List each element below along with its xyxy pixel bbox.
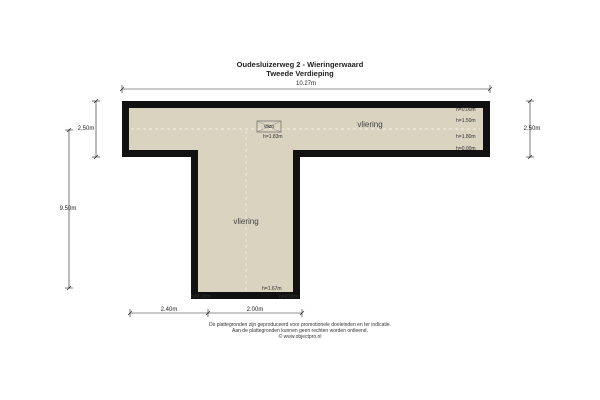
dimension-bottom-stem-label: 2.00m bbox=[246, 307, 264, 313]
dimension-total-width-label: 10.27m bbox=[295, 81, 317, 87]
dimension-total-height-label: 9.50m bbox=[59, 206, 77, 212]
room-label-stem: vliering bbox=[233, 217, 259, 226]
footer-disclaimer-2: Aan de plattegronden kunnen geen rechten worden ontleend. bbox=[232, 328, 368, 334]
height-stem-bottom-right: h=0.00m bbox=[279, 294, 299, 300]
height-right-180: h=1.80m bbox=[456, 134, 476, 140]
height-right-bottom: h=0.00m bbox=[456, 146, 476, 152]
floor-title: Tweede Verdieping bbox=[266, 69, 334, 78]
height-stem-inner: h=1.67m bbox=[262, 286, 282, 292]
height-right-top: h=0.00m bbox=[456, 107, 476, 113]
hatch-label: vlizo bbox=[263, 124, 275, 130]
footer-disclaimer-1: De plattegronden zijn geproduceerd voor promotionele doeleinden en ter indicatie. bbox=[208, 322, 392, 328]
address-title: Oudesluizerweg 2 - Wieringerwaard bbox=[236, 60, 364, 69]
dimension-top-depth-left-label: 2.50m bbox=[77, 126, 95, 132]
dimension-bottom bbox=[128, 309, 304, 317]
dimension-top-depth-right-label: 2.50m bbox=[523, 126, 541, 132]
floor-area bbox=[129, 108, 483, 292]
height-center: h=1.83m bbox=[263, 134, 283, 140]
dimension-bottom-left-label: 2.40m bbox=[160, 307, 178, 313]
footer-copyright: © www.objectpro.nl bbox=[278, 334, 322, 340]
room-label-top: vliering bbox=[357, 120, 383, 129]
height-right-150: h=1.50m bbox=[456, 118, 476, 124]
height-stem-bottom-left: h=0.00m bbox=[191, 294, 211, 300]
